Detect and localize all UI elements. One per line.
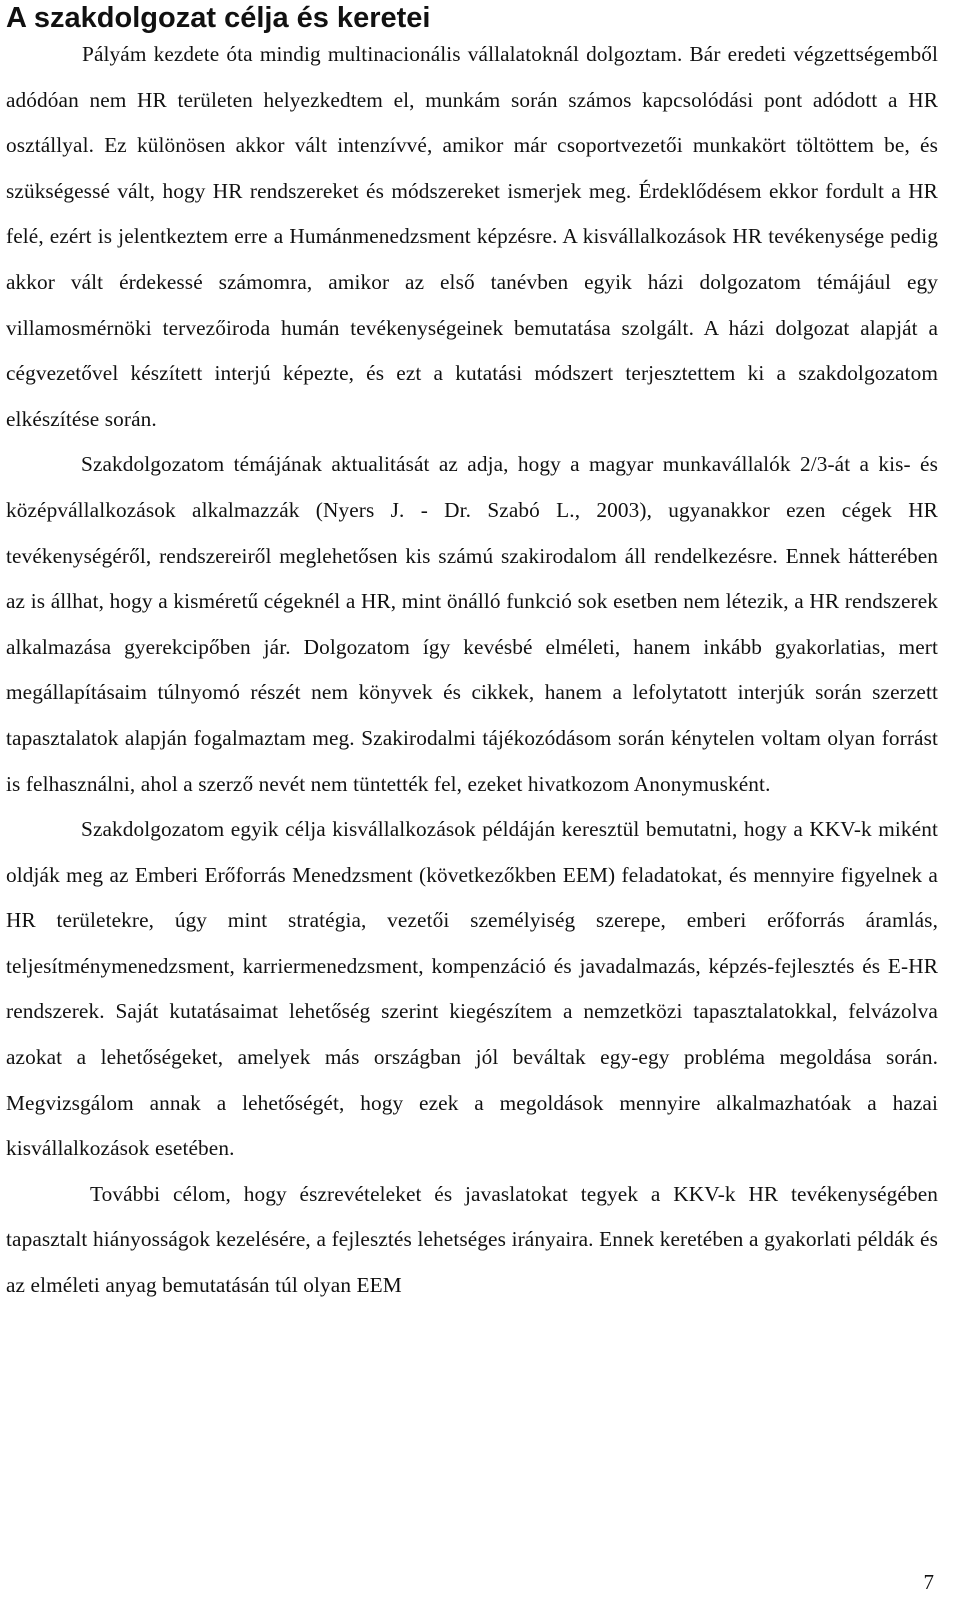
- paragraph-3: Szakdolgozatom egyik célja kisvállalkozások példáján keresztül bemutatni, hogy a KKV-k miként oldják meg az Emberi Erőforrás Menedzsment (következőkben EEM) feladatokat, és mennyire figyelnek a HR területekre, úgy mint stratégia, vezetői személyiség szerepe, emberi erőforrás áramlás, teljesítménymenedzsment, karriermenedzsment, kompenzáció és javadalmazás, képzés-fejlesztés és E-HR rendszerek. Saját kutatásaimat lehetőség szerint kiegészítem a nemzetközi tapasztalatokkal, felvázolva azokat a lehetőségeket, amelyek más országban jól beváltak egy-egy probléma megoldása során. Megvizsgálom annak a lehetőségét, hogy ezek a megoldások mennyire alkalmazhatóak a hazai kisvállalkozások esetében.: [6, 817, 938, 1161]
- section-heading: A szakdolgozat célja és keretei: [6, 2, 431, 34]
- paragraph-2: Szakdolgozatom témájának aktualitását az adja, hogy a magyar munkavállalók 2/3-át a kis- és középvállalkozások alkalmazzák (Nyers J. - Dr. Szabó L., 2003), ugyanakkor ezen cégek HR tevékenységéről, rendszereiről meglehetősen kis számú szakirodalom áll rendelkezésre. Ennek hátterében az is állhat, hogy a kisméretű cégeknél a HR, mint önálló funkció sok esetben nem létezik, a HR rendszerek alkalmazása gyerekcipőben jár. Dolgozatom így kevésbé elméleti, hanem inkább gyakorlatias, mert megállapításaim túlnyomó részét nem könyvek és cikkek, hanem a lefolytatott interjúk során szerzett tapasztalatok alapján fogalmaztam meg. Szakirodalmi tájékozódásom során kénytelen voltam olyan forrást is felhasználni, ahol a szerző nevét nem tüntették fel, ezeket hivatkozom Anonymusként.: [6, 452, 938, 796]
- paragraph-1: Pályám kezdete óta mindig multinacionális vállalatoknál dolgoztam. Bár eredeti végzettségemből adódóan nem HR területen helyezkedtem el, munkám során számos kapcsolódási pont adódott a HR osztállyal. Ez különösen akkor vált intenzívvé, amikor már csoportvezetői munkakört töltöttem be, és szükségessé vált, hogy HR rendszereket és módszereket ismerjek meg. Érdeklődésem ekkor fordult a HR felé, ezért is jelentkeztem erre a Humánmenedzsment képzésre. A kisvállalkozások HR tevékenysége pedig akkor vált érdekessé számomra, amikor az első tanévben egyik házi dolgozatom témájául egy villamosmérnöki tervezőiroda humán tevékenységeinek bemutatása szolgált. A házi dolgozat alapját a cégvezetővel készített interjú képezte, és ezt a kutatási módszert terjesztettem ki a szakdolgozatom elkészítése során.: [6, 42, 938, 431]
- paragraph-4: További célom, hogy észrevételeket és javaslatokat tegyek a KKV-k HR tevékenységében tapasztalt hiányosságok kezelésére, a fejlesztés lehetséges irányaira. Ennek keretében a gyakorlati példák és az elméleti anyag bemutatásán túl olyan EEM: [6, 1181, 938, 1298]
- body-text: [6, 32, 938, 1309]
- page-number: 7: [923, 1570, 934, 1594]
